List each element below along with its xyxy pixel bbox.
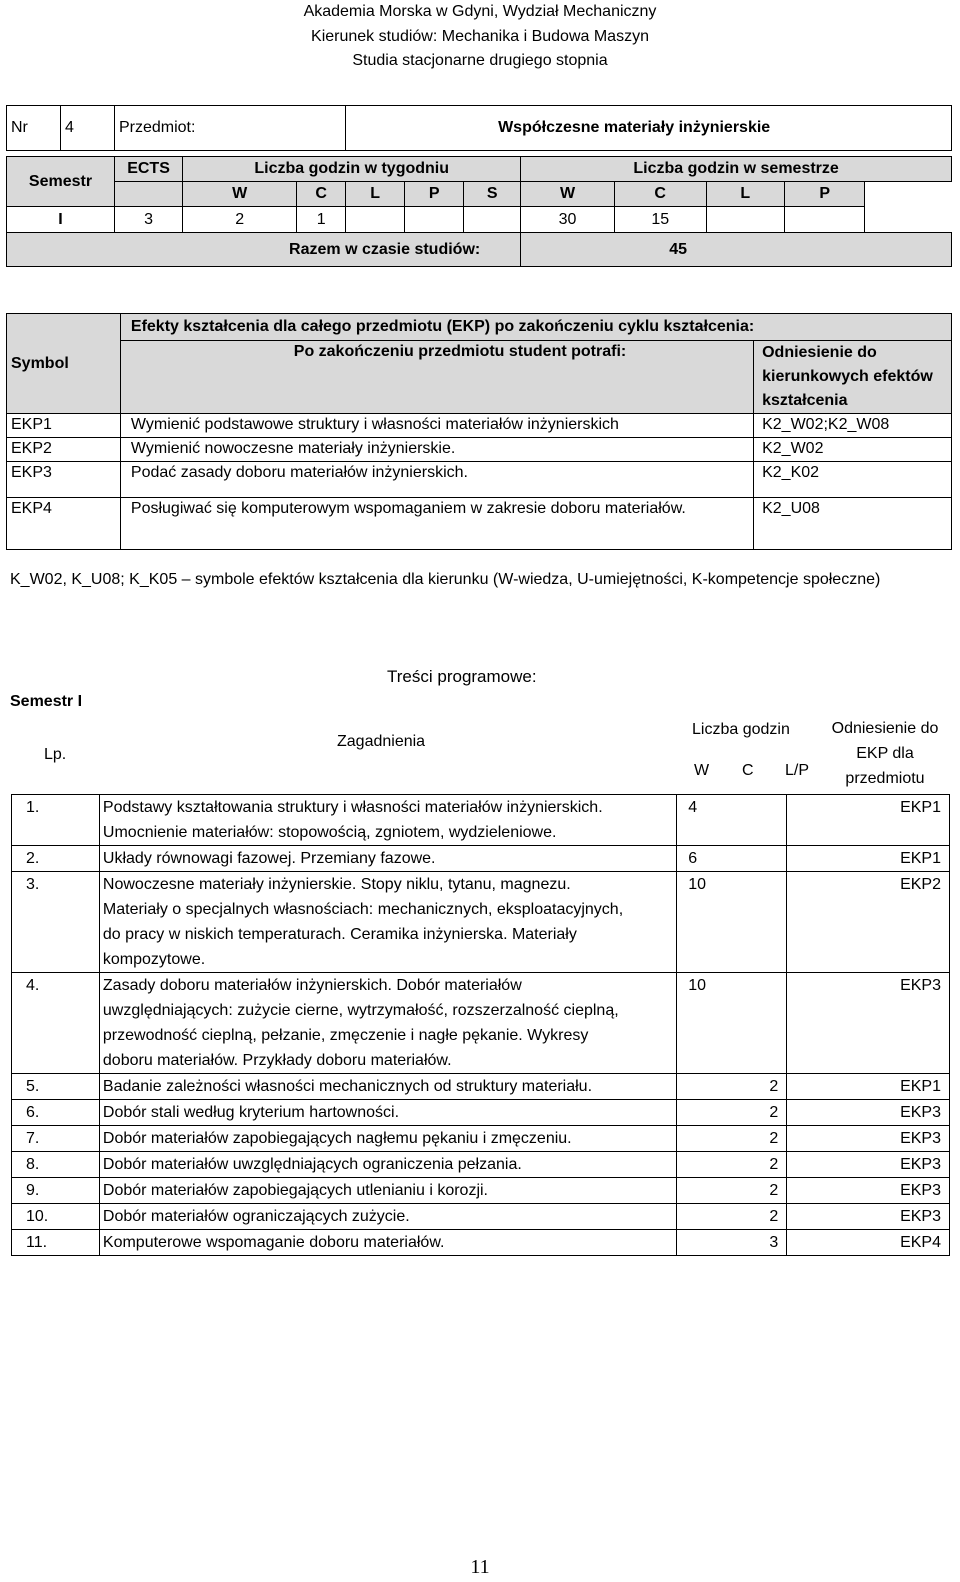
program-topic: Podstawy kształtowania struktury i własności materiałów inżynierskich. Umocnienie materiałów: stopowością, zgniotem, wydzieleniowe.: [99, 795, 676, 846]
program-ekp: EKP3: [787, 1178, 950, 1204]
weekly-w-value: 2: [183, 207, 297, 233]
program-hours: [677, 795, 787, 846]
outcome-symbol: EKP4: [7, 498, 121, 550]
header-line-3: Studia stacjonarne drugiego stopnia: [352, 52, 608, 69]
program-lp: 2.: [12, 846, 100, 872]
header-line-1: Akademia Morska w Gdyni, Wydział Mechaniczny: [303, 3, 657, 20]
program-topic: Komputerowe wspomaganie doboru materiałów.: [99, 1230, 676, 1256]
hours-col-w: W: [694, 762, 710, 779]
sem-c-value: 15: [614, 207, 706, 233]
program-lp: 5.: [12, 1074, 100, 1100]
course-info-table: [6, 105, 952, 267]
col-p: P: [405, 182, 464, 207]
program-topic: Zasady doboru materiałów inżynierskich. Dobór materiałów uwzględniających: zużycie cierne, wytrzymałość, rozszerzalność cieplną, przewodność cieplną, pełzanie, zmęczenie i nagłe pękanie. Wykresy doboru materiałów. Przykłady doboru materiałów.: [99, 973, 676, 1074]
semester-hours-label: Liczba godzin w semestrze: [521, 157, 952, 182]
subject-name: Współczesne materiały inżynierskie: [346, 106, 952, 151]
lp-label: Lp.: [44, 746, 67, 763]
document-header: [0, 0, 960, 74]
col-sem-l: L: [706, 182, 784, 207]
program-row: [12, 973, 950, 1074]
program-hours: [677, 973, 787, 1074]
subject-label: Przedmiot:: [114, 106, 345, 151]
program-lp: 6.: [12, 1100, 100, 1126]
program-lp: 11.: [12, 1230, 100, 1256]
program-semester: Semestr I: [10, 693, 83, 710]
program-topic: Dobór materiałów zapobiegających nagłemu pękaniu i zmęczeniu.: [99, 1126, 676, 1152]
program-topic: Badanie zależności własności mechanicznych od struktury materiału.: [99, 1074, 676, 1100]
col-sem-w: W: [521, 182, 615, 207]
program-hours-c: 2: [769, 1104, 779, 1121]
weekly-c-value: 1: [297, 207, 346, 233]
program-ref-label: Odniesienie do EKP dla przedmiotu: [831, 720, 939, 787]
program-hours-w: 6: [688, 850, 698, 867]
program-hours-w: 10: [688, 977, 707, 994]
program-ekp: EKP3: [787, 1100, 950, 1126]
outcome-symbol: EKP2: [7, 438, 121, 462]
ects-value: 3: [114, 207, 182, 233]
program-ekp: EKP3: [787, 1152, 950, 1178]
program-hours: [677, 1100, 787, 1126]
weekly-hours-label: Liczba godzin w tygodniu: [183, 157, 521, 182]
outcome-symbol: EKP3: [7, 462, 121, 498]
program-topic: Dobór materiałów ograniczających zużycie.: [99, 1204, 676, 1230]
outcome-ref: K2_W02;K2_W08: [754, 414, 952, 438]
outcomes-ref-label: Odniesienie do kierunkowych efektów kształcenia: [754, 341, 952, 414]
hours-label: Liczba godzin: [692, 721, 790, 738]
program-row: [12, 1100, 950, 1126]
program-ekp: EKP3: [787, 1126, 950, 1152]
program-row: [12, 846, 950, 872]
program-lp: 7.: [12, 1126, 100, 1152]
page-number: 11: [470, 1556, 490, 1578]
program-table: [11, 794, 950, 1256]
program-row: [12, 872, 950, 973]
program-hours: [677, 1152, 787, 1178]
program-hours-c: 2: [769, 1078, 779, 1095]
program-ekp: EKP3: [787, 973, 950, 1074]
outcome-ref: K2_K02: [754, 462, 952, 498]
program-topic: Dobór materiałów uwzględniających ograniczenia pełzania.: [99, 1152, 676, 1178]
program-row: [12, 1126, 950, 1152]
total-label: Razem w czasie studiów:: [7, 233, 521, 267]
ects-label: ECTS: [114, 157, 182, 182]
outcome-symbol: EKP1: [7, 414, 121, 438]
hours-col-c: C: [742, 762, 754, 779]
program-lp: 3.: [12, 872, 100, 973]
program-ekp: EKP1: [787, 795, 950, 846]
symbol-label: Symbol: [7, 314, 121, 414]
program-hours-w: 10: [688, 876, 707, 893]
col-l: L: [346, 182, 405, 207]
program-hours: [677, 1230, 787, 1256]
program-lp: 10.: [12, 1204, 100, 1230]
program-topic: Układy równowagi fazowej. Przemiany fazowe.: [99, 846, 676, 872]
program-hours: [677, 1074, 787, 1100]
program-row: [12, 1152, 950, 1178]
program-hours-w: 4: [688, 799, 698, 816]
program-row: [12, 1074, 950, 1100]
nr-label: Nr: [7, 106, 61, 151]
program-lp: 4.: [12, 973, 100, 1074]
program-row: [12, 1178, 950, 1204]
outcome-ref: K2_W02: [754, 438, 952, 462]
program-topic: Dobór materiałów zapobiegających utlenianiu i korozji.: [99, 1178, 676, 1204]
hours-col-lp: L/P: [785, 762, 810, 779]
program-hours-c: 2: [769, 1156, 779, 1173]
program-hours-c: 2: [769, 1208, 779, 1225]
program-lp: 1.: [12, 795, 100, 846]
program-lp: 9.: [12, 1178, 100, 1204]
program-ekp: EKP1: [787, 1074, 950, 1100]
total-value: 45: [521, 233, 952, 267]
program-ekp: EKP3: [787, 1204, 950, 1230]
program-lp: 8.: [12, 1152, 100, 1178]
header-line-2: Kierunek studiów: Mechanika i Budowa Maszyn: [311, 27, 649, 45]
outcomes-note: K_W02, K_U08; K_K05 – symbole efektów kształcenia dla kierunku (W-wiedza, U-umiejętności, K-kompetencje społeczne): [10, 571, 881, 588]
program-row: [12, 1230, 950, 1256]
outcome-ref: K2_U08: [754, 498, 952, 550]
program-hours: [677, 1126, 787, 1152]
program-row: [12, 795, 950, 846]
program-ekp: EKP1: [787, 846, 950, 872]
semester-value: I: [7, 207, 115, 233]
outcome-text: Podać zasady doboru materiałów inżynierskich.: [120, 462, 753, 498]
col-w: W: [183, 182, 297, 207]
program-ekp: EKP2: [787, 872, 950, 973]
program-hours-c: 2: [769, 1130, 779, 1147]
program-hours: [677, 872, 787, 973]
program-ekp: EKP4: [787, 1230, 950, 1256]
program-hours-c: 2: [769, 1182, 779, 1199]
program-hours: [677, 1204, 787, 1230]
program-hours-c: 3: [769, 1234, 779, 1251]
program-hours: [677, 1178, 787, 1204]
outcome-text: Wymienić podstawowe struktury i własności materiałów inżynierskich: [120, 414, 753, 438]
program-topic: Nowoczesne materiały inżynierskie. Stopy niklu, tytanu, magnezu. Materiały o specjalnych własnościach: mechanicznych, eksploatacyjnych, do pracy w niskich temperaturach. Ceramika inżynierska. Materiały kompozytowe.: [99, 872, 676, 973]
nr-value: 4: [60, 106, 114, 151]
program-title: Treści programowe:: [387, 667, 537, 686]
col-sem-p: P: [784, 182, 864, 207]
program-row: [12, 1204, 950, 1230]
program-hours: [677, 846, 787, 872]
outcomes-subtitle: Po zakończeniu przedmiotu student potrafi:: [120, 341, 753, 414]
col-s: S: [464, 182, 521, 207]
col-sem-c: C: [614, 182, 706, 207]
outcome-text: Wymienić nowoczesne materiały inżynierskie.: [120, 438, 753, 462]
outcomes-title: Efekty kształcenia dla całego przedmiotu (EKP) po zakończeniu cyklu kształcenia:: [120, 314, 951, 341]
col-c: C: [297, 182, 346, 207]
learning-outcomes-table: [6, 313, 952, 550]
outcome-text: Posługiwać się komputerowym wspomaganiem w zakresie doboru materiałów.: [120, 498, 753, 550]
semester-label: Semestr: [7, 157, 115, 207]
topics-label: Zagadnienia: [337, 733, 426, 750]
program-topic: Dobór stali według kryterium hartowności.: [99, 1100, 676, 1126]
sem-w-value: 30: [521, 207, 615, 233]
